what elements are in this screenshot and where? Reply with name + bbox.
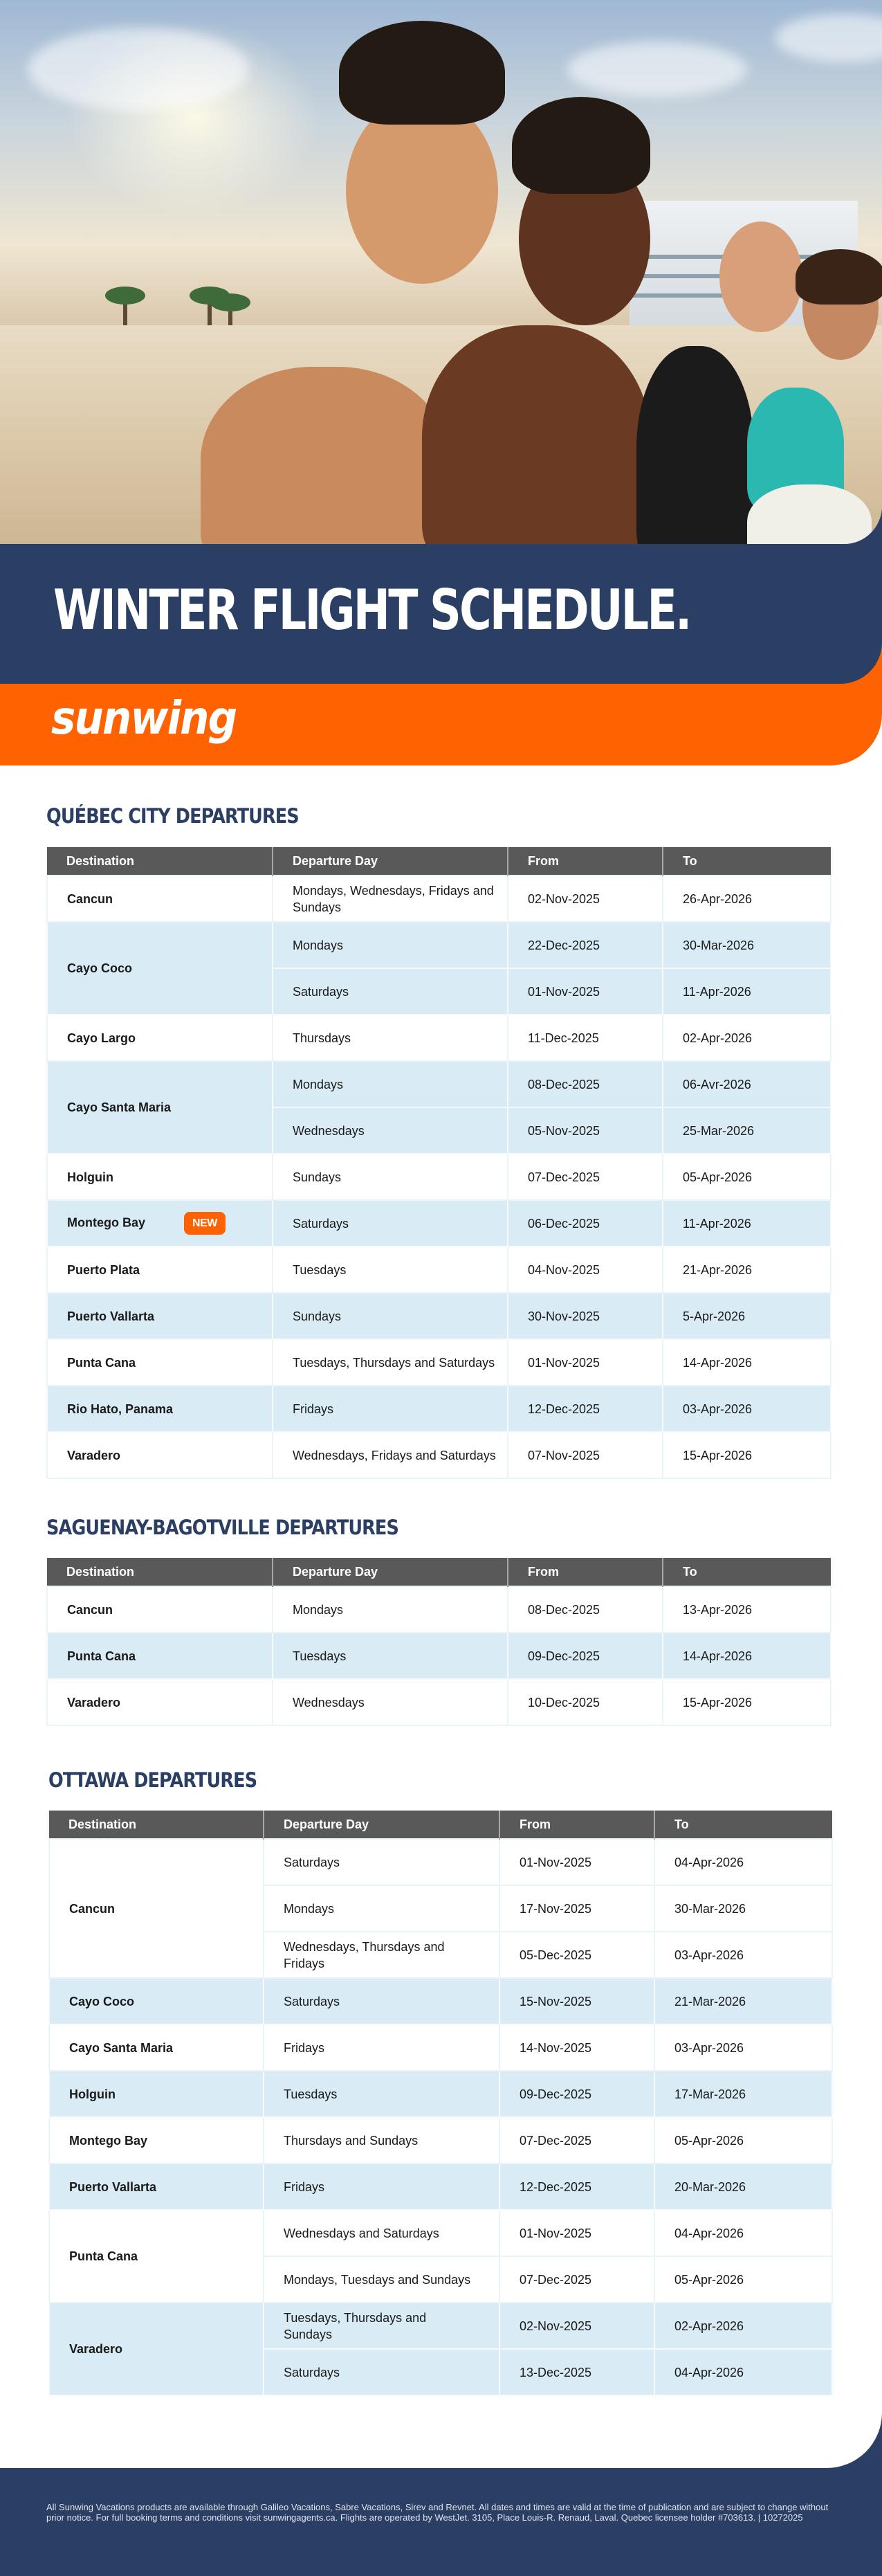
destination-cell: Cancun	[47, 1586, 273, 1633]
to-date-cell: 02-Apr-2026	[663, 1015, 831, 1061]
to-date-cell: 13-Apr-2026	[663, 1586, 831, 1633]
ottawa-schedule-table	[48, 1811, 833, 2396]
to-date-cell: 04-Apr-2026	[654, 1839, 832, 1885]
from-date-cell: 05-Dec-2025	[499, 1932, 654, 1978]
destination-cell	[47, 1200, 273, 1246]
to-date-cell: 03-Apr-2026	[654, 2024, 832, 2071]
from-date-cell: 02-Nov-2025	[508, 876, 663, 922]
destination-cell: Varadero	[47, 1432, 273, 1478]
from-date-cell: 07-Dec-2025	[499, 2117, 654, 2164]
column-header-from: From	[499, 1811, 654, 1839]
to-date-cell: 05-Apr-2026	[654, 2256, 832, 2303]
table-row	[47, 1061, 831, 1107]
departure-day-cell: Fridays	[273, 1386, 508, 1432]
from-date-cell: 02-Nov-2025	[499, 2303, 654, 2349]
section-title-saguenay: SAGUENAY-BAGOTVILLE DEPARTURES	[46, 1516, 398, 1539]
table-row	[47, 1200, 831, 1246]
from-date-cell: 07-Dec-2025	[499, 2256, 654, 2303]
from-date-cell: 01-Nov-2025	[499, 1839, 654, 1885]
column-header-departure-day: Departure Day	[273, 847, 508, 876]
table-row	[47, 1633, 831, 1679]
column-header-destination: Destination	[47, 847, 273, 876]
destination-cell: Punta Cana	[47, 1339, 273, 1386]
quebec-schedule-table	[46, 847, 832, 1479]
from-date-cell: 10-Dec-2025	[508, 1679, 663, 1725]
to-date-cell: 15-Apr-2026	[663, 1432, 831, 1478]
departure-day-cell: Tuesdays	[264, 2071, 499, 2117]
column-header-destination: Destination	[49, 1811, 264, 1839]
destination-cell: Puerto Vallarta	[49, 2164, 264, 2210]
departure-day-cell: Wednesdays, Thursdays and Fridays	[264, 1932, 499, 1978]
departure-day-cell: Fridays	[264, 2024, 499, 2071]
from-date-cell: 04-Nov-2025	[508, 1246, 663, 1293]
departure-day-cell: Mondays	[273, 1061, 508, 1107]
table-row	[47, 1679, 831, 1725]
from-date-cell: 09-Dec-2025	[499, 2071, 654, 2117]
destination-cell: Cancun	[47, 876, 273, 922]
departure-day-cell: Tuesdays, Thursdays and Sundays	[264, 2303, 499, 2349]
from-date-cell: 12-Dec-2025	[508, 1386, 663, 1432]
table-row	[49, 1839, 832, 1885]
to-date-cell: 03-Apr-2026	[654, 1932, 832, 1978]
destination-cell: Cancun	[49, 1839, 264, 1978]
from-date-cell: 07-Dec-2025	[508, 1154, 663, 1200]
from-date-cell: 11-Dec-2025	[508, 1015, 663, 1061]
to-date-cell: 30-Mar-2026	[654, 1885, 832, 1932]
departure-day-cell: Saturdays	[264, 1839, 499, 1885]
from-date-cell: 12-Dec-2025	[499, 2164, 654, 2210]
to-date-cell: 04-Apr-2026	[654, 2210, 832, 2256]
to-date-cell: 15-Apr-2026	[663, 1679, 831, 1725]
from-date-cell: 05-Nov-2025	[508, 1107, 663, 1154]
column-header-departure-day: Departure Day	[273, 1558, 508, 1586]
to-date-cell: 11-Apr-2026	[663, 968, 831, 1015]
table-row	[47, 1154, 831, 1200]
table-row	[49, 1978, 832, 2024]
from-date-cell: 08-Dec-2025	[508, 1061, 663, 1107]
table-row	[49, 2071, 832, 2117]
from-date-cell: 17-Nov-2025	[499, 1885, 654, 1932]
table-row	[47, 876, 831, 922]
to-date-cell: 02-Apr-2026	[654, 2303, 832, 2349]
departure-day-cell: Mondays	[273, 922, 508, 968]
table-header-row	[47, 847, 831, 876]
section-title-ottawa: OTTAWA DEPARTURES	[48, 1768, 257, 1792]
from-date-cell: 13-Dec-2025	[499, 2349, 654, 2395]
departure-day-cell: Tuesdays	[273, 1246, 508, 1293]
from-date-cell: 30-Nov-2025	[508, 1293, 663, 1339]
table-row	[49, 2210, 832, 2256]
to-date-cell: 17-Mar-2026	[654, 2071, 832, 2117]
table-row	[47, 922, 831, 968]
from-date-cell: 06-Dec-2025	[508, 1200, 663, 1246]
departure-day-cell: Wednesdays, Fridays and Saturdays	[273, 1432, 508, 1478]
to-date-cell: 06-Avr-2026	[663, 1061, 831, 1107]
from-date-cell: 22-Dec-2025	[508, 922, 663, 968]
to-date-cell: 20-Mar-2026	[654, 2164, 832, 2210]
to-date-cell: 14-Apr-2026	[663, 1339, 831, 1386]
departure-day-cell: Mondays	[264, 1885, 499, 1932]
departure-day-cell: Saturdays	[264, 1978, 499, 2024]
hero-beach-photo	[0, 0, 882, 544]
departure-day-cell: Tuesdays	[273, 1633, 508, 1679]
table-row	[47, 1293, 831, 1339]
destination-cell: Varadero	[49, 2303, 264, 2395]
title-block	[53, 578, 777, 642]
to-date-cell: 05-Apr-2026	[663, 1154, 831, 1200]
sunwing-logo: sunwing	[51, 691, 237, 745]
destination-cell: Puerto Vallarta	[47, 1293, 273, 1339]
destination-cell: Cayo Coco	[49, 1978, 264, 2024]
from-date-cell: 07-Nov-2025	[508, 1432, 663, 1478]
departure-day-cell: Thursdays	[273, 1015, 508, 1061]
table-row	[47, 1432, 831, 1478]
column-header-to: To	[663, 1558, 831, 1586]
column-header-from: From	[508, 847, 663, 876]
departure-day-cell: Mondays, Wednesdays, Fridays and Sundays	[273, 876, 508, 922]
to-date-cell: 03-Apr-2026	[663, 1386, 831, 1432]
to-date-cell: 14-Apr-2026	[663, 1633, 831, 1679]
departure-day-cell: Wednesdays and Saturdays	[264, 2210, 499, 2256]
column-header-destination: Destination	[47, 1558, 273, 1586]
table-row	[47, 1015, 831, 1061]
to-date-cell: 04-Apr-2026	[654, 2349, 832, 2395]
destination-cell: Montego Bay	[49, 2117, 264, 2164]
to-date-cell: 26-Apr-2026	[663, 876, 831, 922]
to-date-cell: 5-Apr-2026	[663, 1293, 831, 1339]
column-header-to: To	[654, 1811, 832, 1839]
to-date-cell: 11-Apr-2026	[663, 1200, 831, 1246]
from-date-cell: 01-Nov-2025	[508, 968, 663, 1015]
to-date-cell: 21-Mar-2026	[654, 1978, 832, 2024]
destination-cell: Holguin	[49, 2071, 264, 2117]
to-date-cell: 25-Mar-2026	[663, 1107, 831, 1154]
departure-day-cell: Wednesdays	[273, 1679, 508, 1725]
destination-cell: Cayo Santa Maria	[47, 1061, 273, 1154]
departure-day-cell: Saturdays	[273, 1200, 508, 1246]
table-row	[49, 2024, 832, 2071]
departure-day-cell: Mondays	[273, 1586, 508, 1633]
departure-day-cell: Sundays	[273, 1293, 508, 1339]
column-header-departure-day: Departure Day	[264, 1811, 499, 1839]
departure-day-cell: Tuesdays, Thursdays and Saturdays	[273, 1339, 508, 1386]
departure-day-cell: Wednesdays	[273, 1107, 508, 1154]
destination-cell: Holguin	[47, 1154, 273, 1200]
column-header-to: To	[663, 847, 831, 876]
from-date-cell: 01-Nov-2025	[499, 2210, 654, 2256]
new-badge: NEW	[184, 1212, 226, 1235]
saguenay-schedule-table	[46, 1558, 832, 1726]
from-date-cell: 08-Dec-2025	[508, 1586, 663, 1633]
departure-day-cell: Sundays	[273, 1154, 508, 1200]
table-row	[47, 1586, 831, 1633]
destination-cell: Punta Cana	[49, 2210, 264, 2303]
departure-day-cell: Thursdays and Sundays	[264, 2117, 499, 2164]
from-date-cell: 01-Nov-2025	[508, 1339, 663, 1386]
table-header-row	[49, 1811, 832, 1839]
page-title: WINTER FLIGHT SCHEDULE.	[53, 578, 690, 642]
departure-day-cell: Fridays	[264, 2164, 499, 2210]
from-date-cell: 09-Dec-2025	[508, 1633, 663, 1679]
table-row	[47, 1386, 831, 1432]
destination-cell: Cayo Santa Maria	[49, 2024, 264, 2071]
column-header-from: From	[508, 1558, 663, 1586]
table-row	[49, 2303, 832, 2349]
from-date-cell: 14-Nov-2025	[499, 2024, 654, 2071]
destination-cell: Puerto Plata	[47, 1246, 273, 1293]
table-row	[47, 1339, 831, 1386]
table-row	[49, 2117, 832, 2164]
section-title-quebec: QUÉBEC CITY DEPARTURES	[46, 804, 299, 828]
footer-disclaimer: All Sunwing Vacations products are available through Galileo Vacations, Sabre Vacations, Sirev and Revnet. All dates and times are valid at the time of publication and are subject to change without prior notice. For full booking terms and conditions visit sunwingagents.ca. Flights are operated by WestJet. 3105, Place Louis-R. Renaud, Laval. Quebec licensee holder #703613. | 10272025	[46, 2502, 829, 2523]
destination-name: Montego Bay	[67, 1215, 146, 1230]
table-header-row	[47, 1558, 831, 1586]
destination-cell: Cayo Largo	[47, 1015, 273, 1061]
departure-day-cell: Saturdays	[264, 2349, 499, 2395]
from-date-cell: 15-Nov-2025	[499, 1978, 654, 2024]
to-date-cell: 30-Mar-2026	[663, 922, 831, 968]
departure-day-cell: Saturdays	[273, 968, 508, 1015]
table-row	[47, 1246, 831, 1293]
to-date-cell: 21-Apr-2026	[663, 1246, 831, 1293]
destination-cell: Varadero	[47, 1679, 273, 1725]
brand-block	[51, 691, 257, 745]
destination-cell: Punta Cana	[47, 1633, 273, 1679]
table-row	[49, 2164, 832, 2210]
to-date-cell: 05-Apr-2026	[654, 2117, 832, 2164]
destination-cell: Rio Hato, Panama	[47, 1386, 273, 1432]
departure-day-cell: Mondays, Tuesdays and Sundays	[264, 2256, 499, 2303]
destination-cell: Cayo Coco	[47, 922, 273, 1015]
